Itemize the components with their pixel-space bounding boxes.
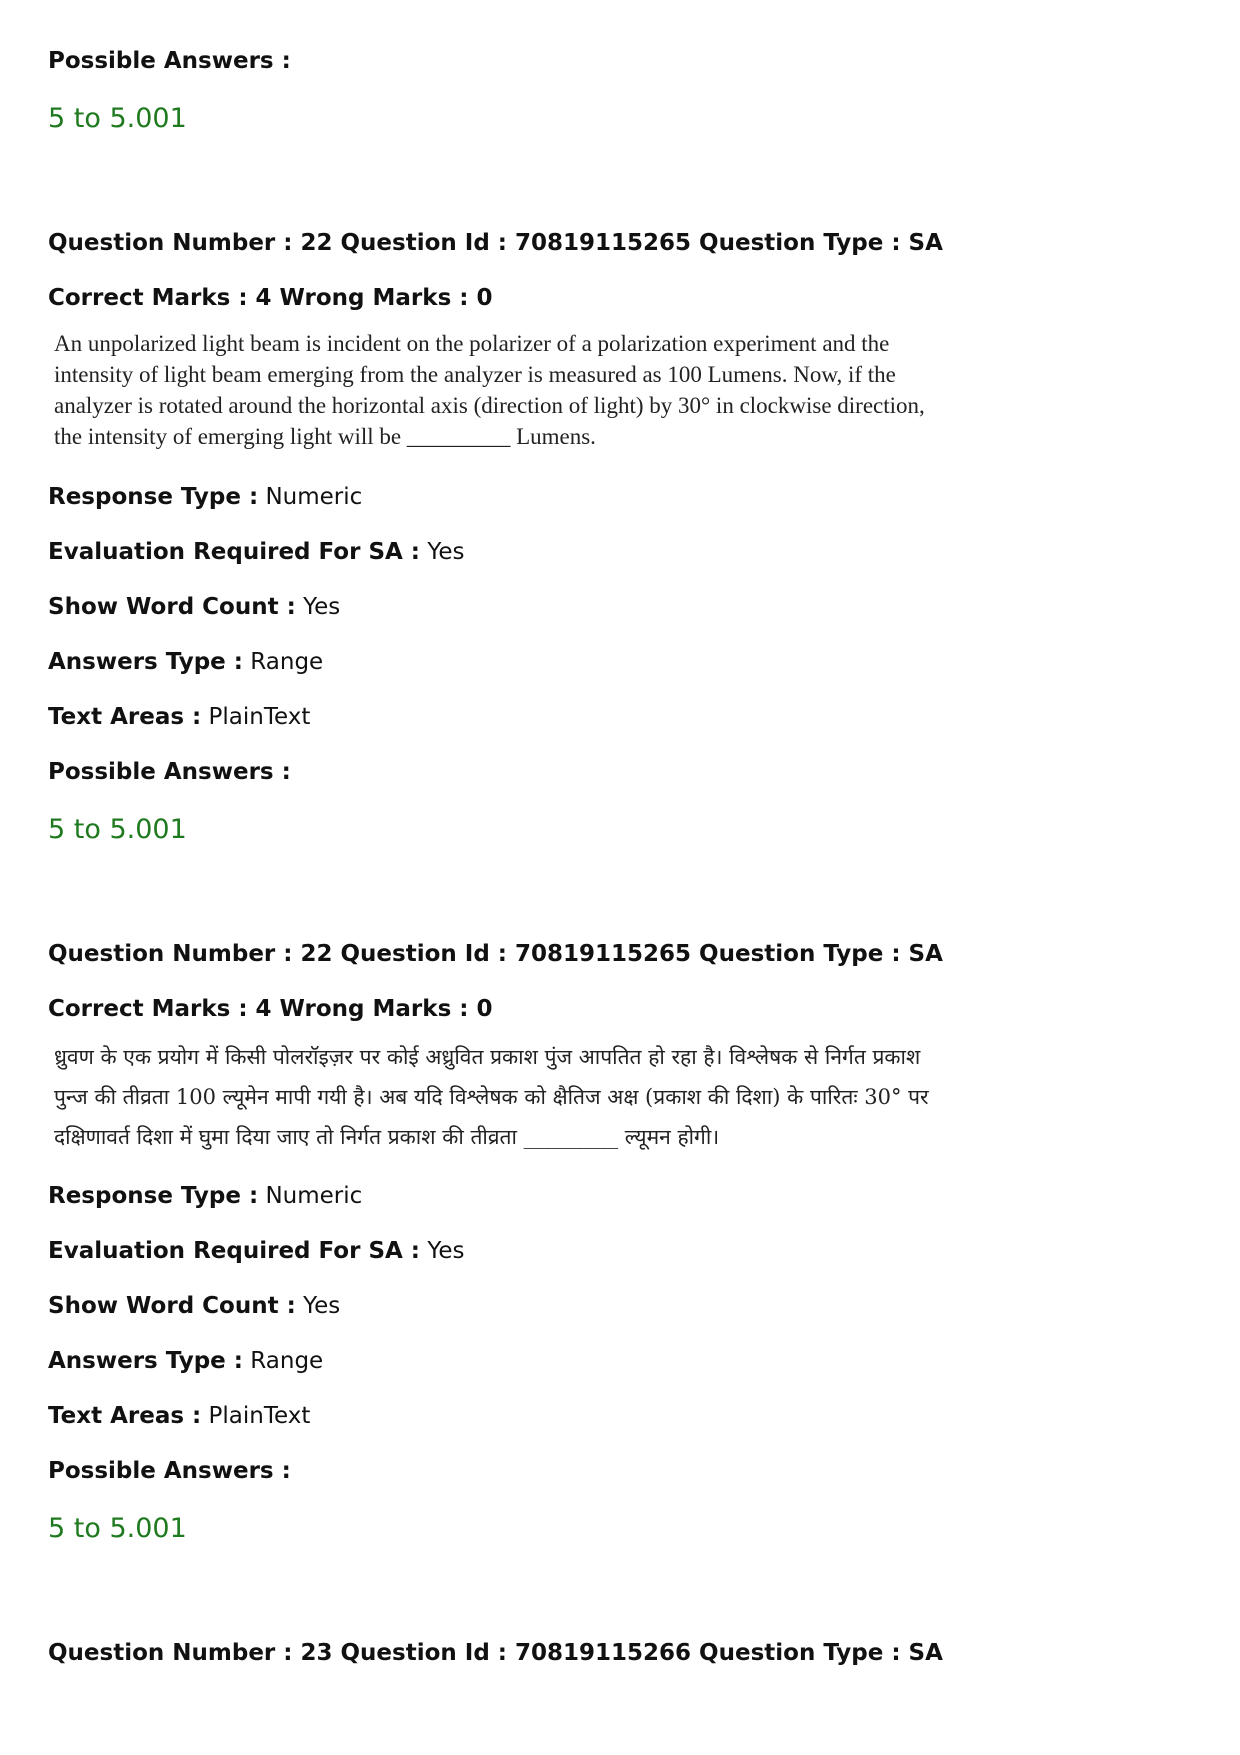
question-text-line: analyzer is rotated around the horizontal axis (direction of light) by 30° in clockwise direction, bbox=[54, 393, 925, 418]
text-areas-line bbox=[48, 1401, 310, 1431]
evaluation-required-label: Evaluation Required For SA : bbox=[48, 1238, 421, 1264]
possible-answers-label: Possible Answers : bbox=[48, 759, 291, 785]
question-text-line: दक्षिणावर्त दिशा में घुमा दिया जाए तो निर्गत प्रकाश की तीव्रता _________ ल्यूमन होगी। bbox=[54, 1125, 720, 1149]
evaluation-required-line bbox=[48, 1236, 464, 1266]
question-text-image bbox=[54, 328, 925, 452]
answers-type-value: Range bbox=[250, 1348, 324, 1374]
question-text-image bbox=[54, 1037, 929, 1157]
question-text-line: An unpolarized light beam is incident on the polarizer of a polarization experiment and the bbox=[54, 331, 890, 356]
response-type-label: Response Type : bbox=[48, 1183, 259, 1209]
answers-type-label: Answers Type : bbox=[48, 649, 243, 675]
show-word-count-value: Yes bbox=[303, 594, 341, 620]
show-word-count-value: Yes bbox=[303, 1293, 341, 1319]
answers-type-label: Answers Type : bbox=[48, 1348, 243, 1374]
possible-answers-label: Possible Answers : bbox=[48, 48, 291, 74]
possible-answers-label: Possible Answers : bbox=[48, 1458, 291, 1484]
marks-line: Correct Marks : 4 Wrong Marks : 0 bbox=[48, 285, 493, 311]
response-type-label: Response Type : bbox=[48, 484, 259, 510]
possible-answers-value: 5 to 5.001 bbox=[48, 814, 187, 845]
answers-type-value: Range bbox=[250, 649, 324, 675]
show-word-count-label: Show Word Count : bbox=[48, 1293, 296, 1319]
evaluation-required-value: Yes bbox=[427, 539, 465, 565]
show-word-count-label: Show Word Count : bbox=[48, 594, 296, 620]
response-type-value: Numeric bbox=[265, 1183, 363, 1209]
evaluation-required-label: Evaluation Required For SA : bbox=[48, 539, 421, 565]
answers-type-line bbox=[48, 1346, 323, 1376]
question-header: Question Number : 22 Question Id : 70819115265 Question Type : SA bbox=[48, 230, 943, 256]
marks-line: Correct Marks : 4 Wrong Marks : 0 bbox=[48, 996, 493, 1022]
response-type-line bbox=[48, 482, 362, 512]
question-text-line: intensity of light beam emerging from the analyzer is measured as 100 Lumens. Now, if the bbox=[54, 362, 896, 387]
show-word-count-line bbox=[48, 1291, 340, 1321]
question-header: Question Number : 23 Question Id : 70819115266 Question Type : SA bbox=[48, 1640, 943, 1666]
text-areas-label: Text Areas : bbox=[48, 704, 202, 730]
evaluation-required-line bbox=[48, 537, 464, 567]
text-areas-value: PlainText bbox=[208, 704, 311, 730]
answers-type-line bbox=[48, 647, 323, 677]
text-areas-line bbox=[48, 702, 310, 732]
response-type-line bbox=[48, 1181, 362, 1211]
text-areas-value: PlainText bbox=[208, 1403, 311, 1429]
evaluation-required-value: Yes bbox=[427, 1238, 465, 1264]
response-type-value: Numeric bbox=[265, 484, 363, 510]
question-text-line: the intensity of emerging light will be _________ Lumens. bbox=[54, 424, 596, 449]
text-areas-label: Text Areas : bbox=[48, 1403, 202, 1429]
possible-answers-value: 5 to 5.001 bbox=[48, 103, 187, 134]
question-text-line: पुन्ज की तीव्रता 100 ल्यूमेन मापी गयी है। अब यदि विश्लेषक को क्षैतिज अक्ष (प्रकाश की दिशा) के पारितः 30° पर bbox=[54, 1085, 929, 1109]
show-word-count-line bbox=[48, 592, 340, 622]
possible-answers-value: 5 to 5.001 bbox=[48, 1513, 187, 1544]
question-header: Question Number : 22 Question Id : 70819115265 Question Type : SA bbox=[48, 941, 943, 967]
question-text-line: ध्रुवण के एक प्रयोग में किसी पोलरॉइज़र पर कोई अध्रुवित प्रकाश पुंज आपतित हो रहा है। विश्लेषक से निर्गत प्रकाश bbox=[54, 1045, 921, 1069]
